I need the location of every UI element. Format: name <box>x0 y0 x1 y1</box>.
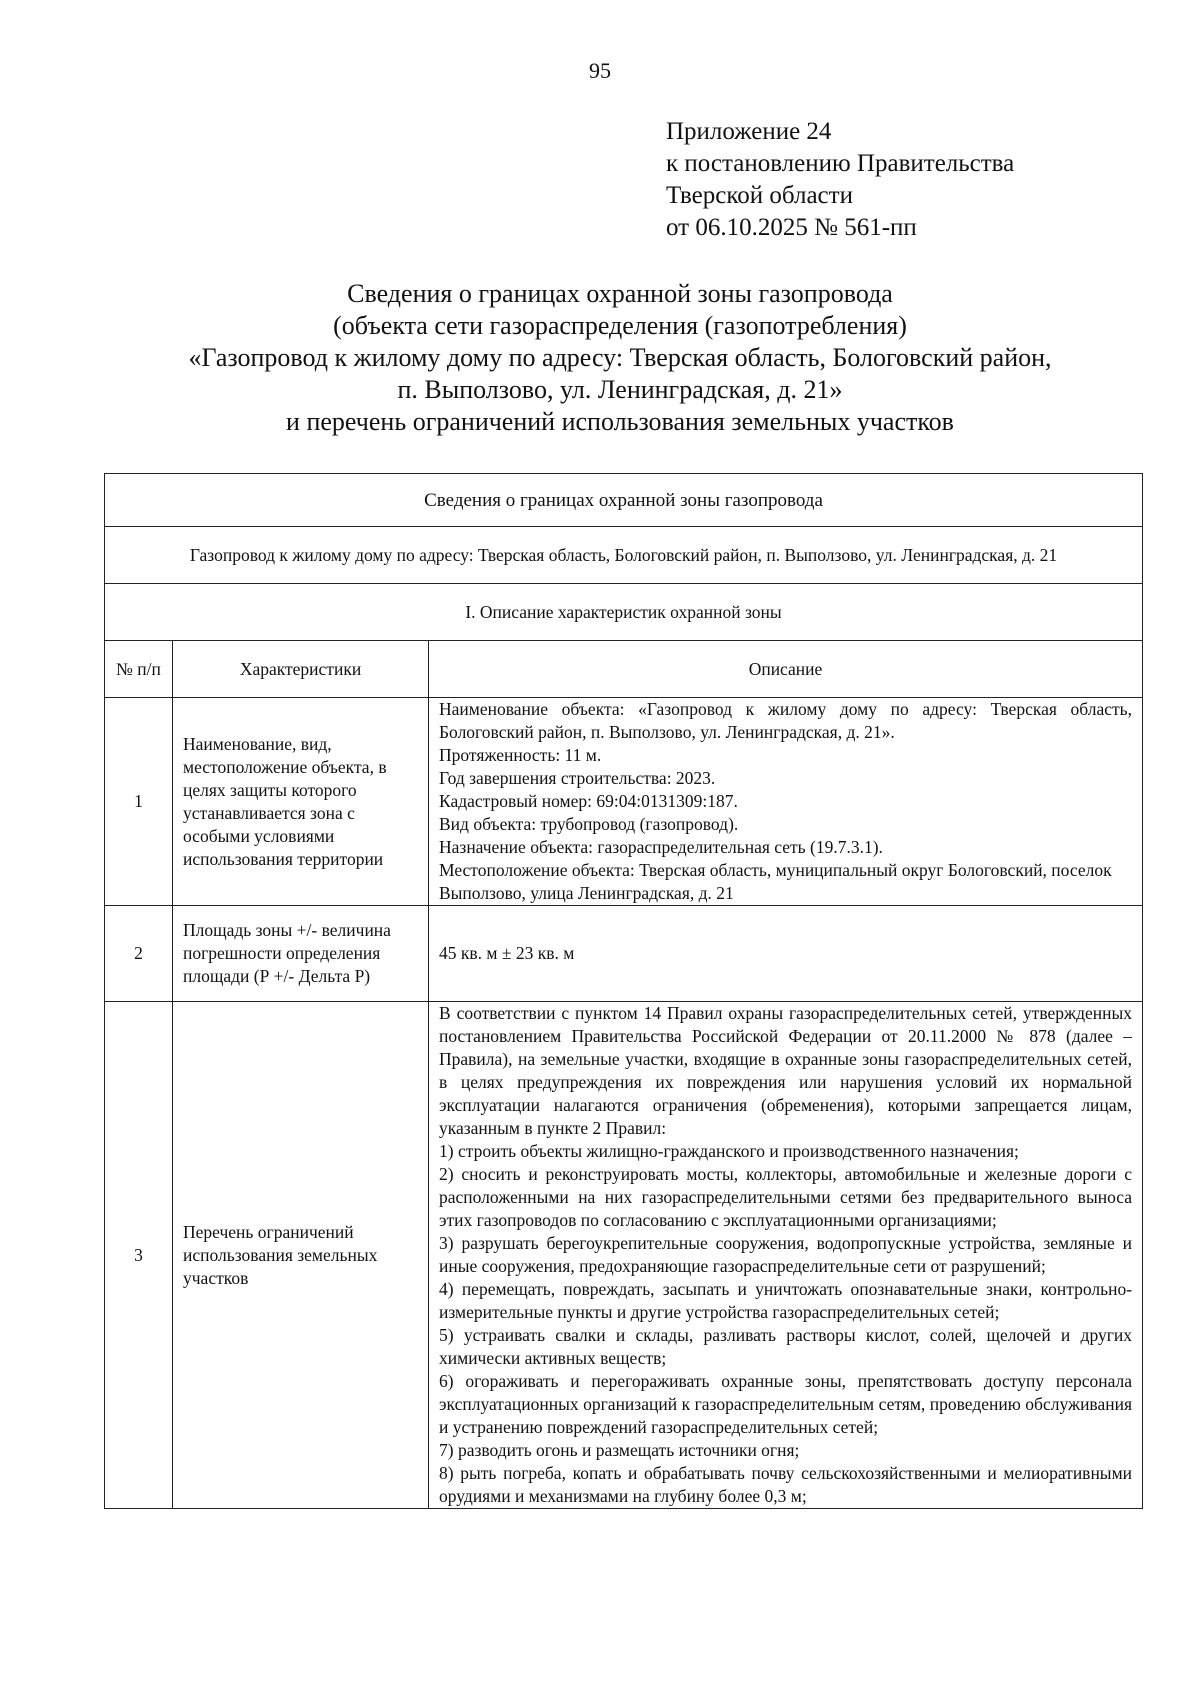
appendix-line: Приложение 24 <box>666 118 832 145</box>
row-desc <box>429 698 1143 906</box>
page-number: 95 <box>589 58 611 83</box>
table-object-row <box>105 527 1143 584</box>
row-desc <box>429 906 1143 1002</box>
table-title: Сведения о границах охранной зоны газопровода <box>105 474 1143 527</box>
zone-table <box>104 473 1143 1509</box>
desc-line: В соответствии с пунктом 14 Правил охраны газораспределительных сетей, утвержденных постановлением Правительства Российской Федерации от 20.11.2000 № 878 (далее – Правила), на земельные участки, входящие в охранные зоны газораспределительных сетей, в целях предупреждения их повреждения или нарушения условий их нормальной эксплуатации налагаются ограничения (обременения), которыми запрещается лицам, указанным в пункте 2 Правил: <box>439 1003 1133 1138</box>
desc-line: Год завершения строительства: 2023. <box>439 768 716 788</box>
row-desc <box>429 1002 1143 1509</box>
row-char: Площадь зоны +/- величина погрешности определения площади (Р +/- Дельта Р) <box>173 906 429 1002</box>
desc-line: 3) разрушать берегоукрепительные сооружения, водопропускные устройства, земляные и иные сооружения, предохраняющие газораспределительные сети от разрушений; <box>439 1233 1133 1276</box>
table-row <box>105 906 1143 1002</box>
appendix-block <box>666 116 1014 244</box>
desc-line: 7) разводить огонь и размещать источники огня; <box>439 1440 800 1460</box>
header-desc: Описание <box>429 641 1143 698</box>
appendix-line: Тверской области <box>666 182 853 209</box>
desc-line: Протяженность: 11 м. <box>439 745 602 765</box>
desc-line: Вид объекта: трубопровод (газопровод). <box>439 814 739 834</box>
desc-line: 6) огораживать и перегораживать охранные зоны, препятствовать доступу персонала эксплуатационных организаций к газораспределительным сетям, проведению обслуживания и устранению повреждений газораспределительных сетей; <box>439 1371 1133 1437</box>
table-row <box>105 698 1143 906</box>
title-line: «Газопровод к жилому дому по адресу: Тверская область, Бологовский район, <box>188 343 1052 372</box>
row-char: Перечень ограничений использования земельных участков <box>173 1002 429 1509</box>
desc-line: Назначение объекта: газораспределительная сеть (19.7.3.1). <box>439 837 883 857</box>
row-num: 3 <box>105 1002 173 1509</box>
table-section: I. Описание характеристик охранной зоны <box>105 584 1143 641</box>
table-object: Газопровод к жилому дому по адресу: Тверская область, Бологовский район, п. Выползово, ул. Ленинградская, д. 21 <box>105 527 1143 584</box>
row-char: Наименование, вид, местоположение объекта, в целях защиты которого устанавливается зона с особыми условиями использования территории <box>173 698 429 906</box>
desc-line: 1) строить объекты жилищно-гражданского и производственного назначения; <box>439 1141 1019 1161</box>
title-line: и перечень ограничений использования земельных участков <box>286 407 954 436</box>
table-section-row <box>105 584 1143 641</box>
row-num: 2 <box>105 906 173 1002</box>
header-char: Характеристики <box>173 641 429 698</box>
title-line: п. Выползово, ул. Ленинградская, д. 21» <box>397 375 843 404</box>
desc-line: 45 кв. м ± 23 кв. м <box>439 943 575 963</box>
desc-line: 4) перемещать, повреждать, засыпать и уничтожать опознавательные знаки, контрольно-измерительные пункты и другие устройства газораспределительных сетей; <box>439 1279 1133 1322</box>
desc-line: 5) устраивать свалки и склады, разливать растворы кислот, солей, щелочей и других химически активных веществ; <box>439 1325 1133 1368</box>
desc-line: Местоположение объекта: Тверская область, муниципальный округ Бологовский, поселок Выползово, улица Ленинградская, д. 21 <box>439 860 1112 903</box>
document-title <box>100 278 1140 438</box>
desc-line: Наименование объекта: «Газопровод к жилому дому по адресу: Тверская область, Бологовский район, п. Выползово, ул. Ленинградская, д. 21». <box>439 699 1133 742</box>
row-num: 1 <box>105 698 173 906</box>
appendix-line: от 06.10.2025 № 561-пп <box>666 214 917 241</box>
desc-line: 8) рыть погреба, копать и обрабатывать почву сельскохозяйственными и мелиоративными орудиями и механизмами на глубину более 0,3 м; <box>439 1463 1133 1506</box>
title-line: Сведения о границах охранной зоны газопровода <box>347 279 893 308</box>
table-title-row <box>105 474 1143 527</box>
desc-line: 2) сносить и реконструировать мосты, коллекторы, автомобильные и железные дороги с расположенными на них газораспределительными сетями без предварительного выноса этих газопроводов по согласованию с эксплуатационными организациями; <box>439 1164 1133 1230</box>
appendix-line: к постановлению Правительства <box>666 150 1015 177</box>
table-row <box>105 1002 1143 1509</box>
desc-line: Кадастровый номер: 69:04:0131309:187. <box>439 791 738 811</box>
table-header-row <box>105 641 1143 698</box>
title-line: (объекта сети газораспределения (газопотребления) <box>333 311 907 340</box>
header-num: № п/п <box>105 641 173 698</box>
